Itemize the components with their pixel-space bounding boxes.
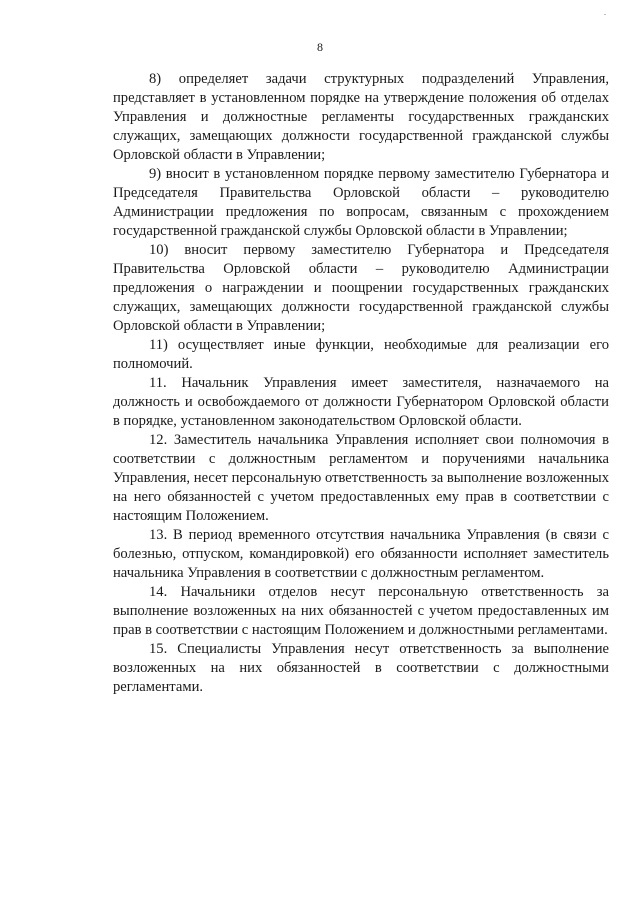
paragraph-clause-14: 14. Начальники отделов несут персональную ответственность за выполнение возложенных на них обязанностей с учетом предоставленных им прав в соответствии с настоящим Положением и должностными регламентами. <box>113 584 609 638</box>
paragraph-item-11: 11) осуществляет иные функции, необходимые для реализации его полномочий. <box>113 337 609 372</box>
paragraph-clause-11: 11. Начальник Управления имеет заместителя, назначаемого на должность и освобождаемого от должности Губернатором Орловской области в порядке, установленном законодательством Орловской области. <box>113 375 609 429</box>
paragraph-item-8: 8) определяет задачи структурных подразделений Управления, представляет в установленном порядке на утверждение положения об отделах Управления и должностные регламенты государственных гражданских служащих, замещающих должности государственной гражданской службы Орловской области в Управлении; <box>113 71 609 163</box>
page-number: 8 <box>317 40 323 54</box>
document-body <box>113 70 609 697</box>
paragraph-item-10: 10) вносит первому заместителю Губернатора и Председателя Правительства Орловской области – руководителю Администрации предложения о награждении и поощрении государственных гражданских служащих, замещающих должности государственной гражданской службы Орловской области в Управлении; <box>113 242 609 334</box>
paragraph-clause-13: 13. В период временного отсутствия начальника Управления (в связи с болезнью, отпуском, командировкой) его обязанности исполняет заместитель начальника Управления в соответствии с должностным регламентом. <box>113 527 609 581</box>
scan-corner-mark: . <box>604 8 606 17</box>
paragraph-clause-15: 15. Специалисты Управления несут ответственность за выполнение возложенных на них обязанностей в соответствии с должностными регламентами. <box>113 641 609 695</box>
paragraph-clause-12: 12. Заместитель начальника Управления исполняет свои полномочия в соответствии с должностным регламентом и поручениями начальника Управления, несет персональную ответственность за выполнение возложенных на него обязанностей с учетом предоставленных ему прав в соответствии с настоящим Положением. <box>113 432 609 524</box>
paragraph-item-9: 9) вносит в установленном порядке первому заместителю Губернатора и Председателя Правительства Орловской области – руководителю Администрации предложения по вопросам, связанным с прохождением государственной гражданской службы Орловской области в Управлении; <box>113 166 609 239</box>
